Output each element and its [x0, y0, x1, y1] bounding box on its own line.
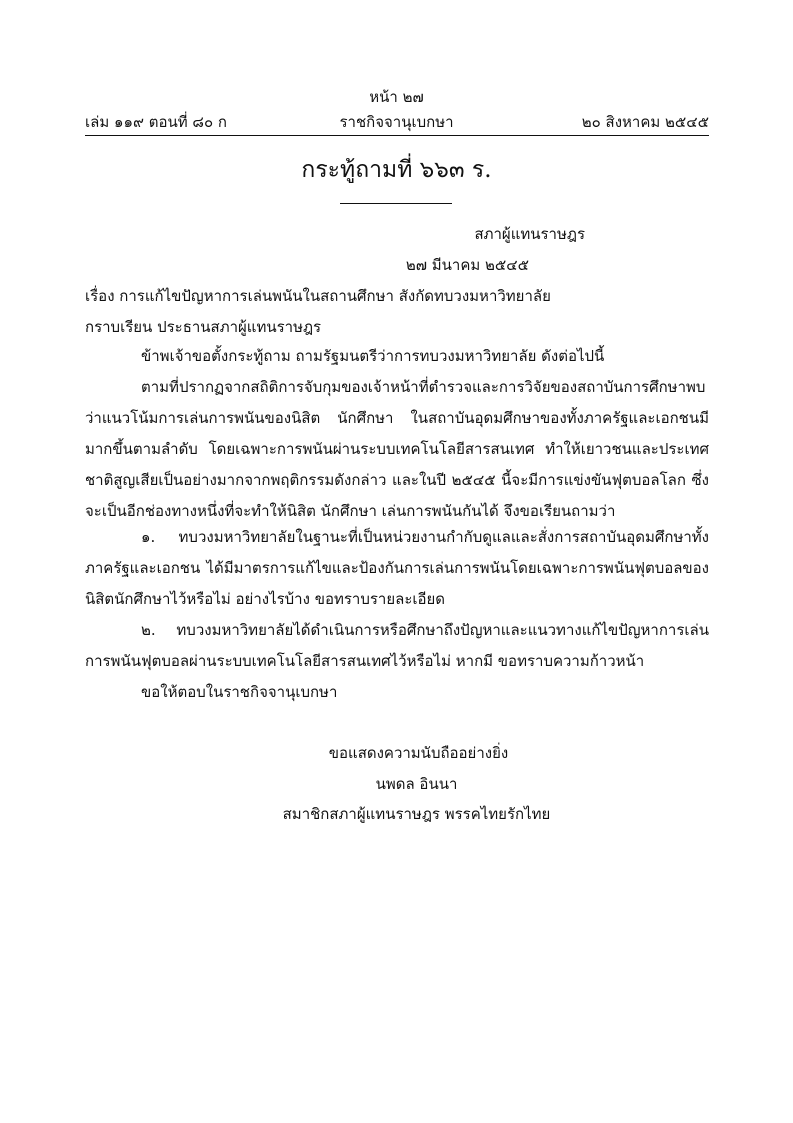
- subject-line: เรื่อง การแก้ไขปัญหาการเล่นพนันในสถานศึกษา สังกัดทบวงมหาวิทยาลัย: [85, 287, 551, 305]
- question-1: ๑. ทบวงมหาวิทยาลัยในฐานะที่เป็นหน่วยงานกำกับดูแลและสั่งการสถาบันอุดมศึกษาทั้งภาครัฐและเอกชน ได้มีมาตรการแก้ไขและป้องกันการเล่นการพนันโดยเฉพาะการพนันฟุตบอลของนิสิตนักศึกษาไว้หรือไม่ อย่างไรบ้าง ขอทราบรายละเอียด: [85, 528, 709, 608]
- answer-request: ขอให้ตอบในราชกิจจานุเบกษา: [141, 683, 338, 701]
- question-2: ๒. ทบวงมหาวิทยาลัยได้ดำเนินการหรือศึกษาถึงปัญหาและแนวทางแก้ไขปัญหาการเล่นการพนันฟุตบอลผ่านระบบเทคโนโลยีสารสนเทศไว้หรือไม่ หากมี ขอทราบความก้าวหน้า: [85, 621, 709, 670]
- signer-name: นพดล อินนา: [375, 775, 458, 793]
- gazette-name: ราชกิจจานุเบกษา: [339, 113, 454, 131]
- background-paragraph: ตามที่ปรากฏจากสถิติการจับกุมของเจ้าหน้าที่ตำรวจและการวิจัยของสถาบันการศึกษาพบว่าแนวโน้มการเล่นการพนันของนิสิต นักศึกษา ในสถาบันอุดมศึกษาของทั้งภาครัฐและเอกชนมีมากขึ้นตามลำดับ โดยเฉพาะการพนันผ่านระบบเทคโนโลยีสารสนเทศ ทำให้เยาวชนและประเทศชาติสูญเสียเป็นอย่างมากจากพฤติกรรมดังกล่าว และในปี ๒๕๔๕ นี้จะมีการแข่งขันฟุตบอลโลก ซึ่งจะเป็นอีกช่องทางหนึ่งที่จะทำให้นิสิต นักศึกษา เล่นการพนันกันได้ จึงขอเรียนถามว่า: [85, 378, 709, 520]
- closing: ขอแสดงความนับถืออย่างยิ่ง: [328, 744, 509, 762]
- title-underline: [340, 203, 452, 204]
- document-date: ๒๗ มีนาคม ๒๕๔๕: [405, 256, 529, 274]
- intro-paragraph: ข้าพเจ้าขอตั้งกระทู้ถาม ถามรัฐมนตรีว่าการทบวงมหาวิทยาลัย ดังต่อไปนี้: [141, 347, 605, 365]
- page-number: หน้า ๒๗: [369, 88, 424, 106]
- header-rule: [85, 135, 709, 136]
- signer-position: สมาชิกสภาผู้แทนราษฎร พรรคไทยรักไทย: [282, 805, 551, 823]
- document-title: กระทู้ถามที่ ๖๖๓ ร.: [301, 157, 492, 183]
- gazette-date: ๒๐ สิงหาคม ๒๕๔๕: [581, 113, 709, 131]
- organization: สภาผู้แทนราษฎร: [474, 225, 585, 243]
- salutation: กราบเรียน ประธานสภาผู้แทนราษฎร: [85, 318, 322, 336]
- volume-issue: เล่ม ๑๑๙ ตอนที่ ๘๐ ก: [85, 113, 228, 131]
